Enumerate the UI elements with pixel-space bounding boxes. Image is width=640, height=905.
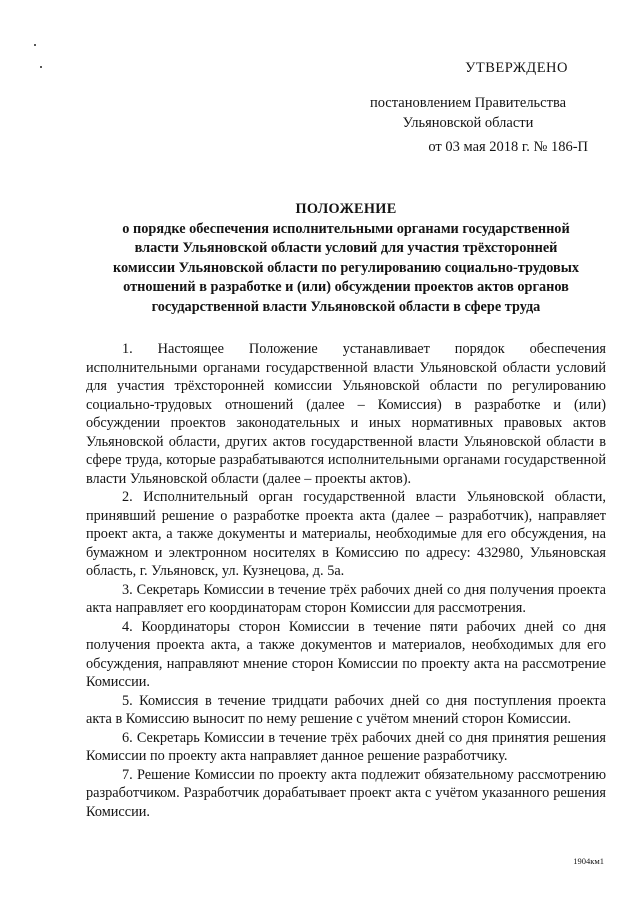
paragraph-3: 3. Секретарь Комиссии в течение трёх рабочих дней со дня получения проекта акта направляет его координаторам сторон Комиссии для рассмотрения. — [86, 581, 606, 616]
paragraph-6: 6. Секретарь Комиссии в течение трёх рабочих дней со дня принятия решения Комиссии по проекту акта направляет данное решение разработчику. — [86, 729, 606, 764]
approval-stamp: УТВЕРЖДЕНО — [465, 60, 568, 76]
paragraph-5: 5. Комиссия в течение тридцати рабочих дней со дня поступления проекта акта в Комиссию выносит по нему решение с учётом мнений сторон Комиссии. — [86, 692, 606, 727]
document-subtitle-line: власти Ульяновской области условий для участия трёхсторонней — [134, 240, 558, 256]
scan-artifact-dot — [40, 66, 42, 68]
document-subtitle-line: отношений в разработке и (или) обсуждении проектов актов органов — [123, 279, 569, 295]
paragraph-1: 1. Настоящее Положение устанавливает порядок обеспечения исполнительными органами государственной власти Ульяновской области условий для участия трёхсторонней комиссии Ульяновской области по регулированию социально-трудовых отношений (далее – Комиссия) в разработке и (или) обсуждении проектов законодательных и иных нормативных правовых актов Ульяновской области, других актов государственной власти Ульяновской области в сфере труда, которые разрабатываются исполнительными органами государственной власти Ульяновской области (далее – проекты актов). — [86, 341, 606, 487]
approval-line-region: Ульяновской области — [402, 114, 534, 131]
approval-date: от 03 мая 2018 г. № 186-П — [428, 139, 588, 155]
document-subtitle-line: комиссии Ульяновской области по регулированию социально-трудовых — [112, 259, 580, 276]
document-title-block — [96, 200, 596, 317]
document-body — [86, 340, 606, 821]
paragraph-7: 7. Решение Комиссии по проекту акта подлежит обязательному рассмотрению разработчиком. Разработчик дорабатывает проект акта с учётом указанного решения Комиссии. — [86, 766, 606, 820]
paragraph-2: 2. Исполнительный орган государственной власти Ульяновской области, принявший решение о разработке проекта акта (далее – разработчик), направляет проект акта, а также документы и материалы, необходимые для его обсуждения, на бумажном и электронном носителях в Комиссию по адресу: 432980, Ульяновская область, г. Ульяновск, ул. Кузнецова, д. 5а. — [86, 489, 606, 579]
document-title: ПОЛОЖЕНИЕ — [295, 201, 397, 217]
approval-line-resolution: постановлением Правительства — [369, 95, 567, 111]
document-subtitle-line: государственной власти Ульяновской области в сфере труда — [151, 298, 541, 315]
footer-document-code: 1904км1 — [573, 856, 604, 866]
approval-block — [348, 94, 588, 133]
scan-artifact-dot — [34, 44, 36, 46]
paragraph-4: 4. Координаторы сторон Комиссии в течение пяти рабочих дней со дня получения проекта акта, а также документов и материалов, необходимых для его обсуждения, направляют мнение сторон Комиссии по проекту акта на рассмотрение Комиссии. — [86, 618, 606, 690]
document-subtitle-line: о порядке обеспечения исполнительными органами государственной — [122, 220, 570, 237]
